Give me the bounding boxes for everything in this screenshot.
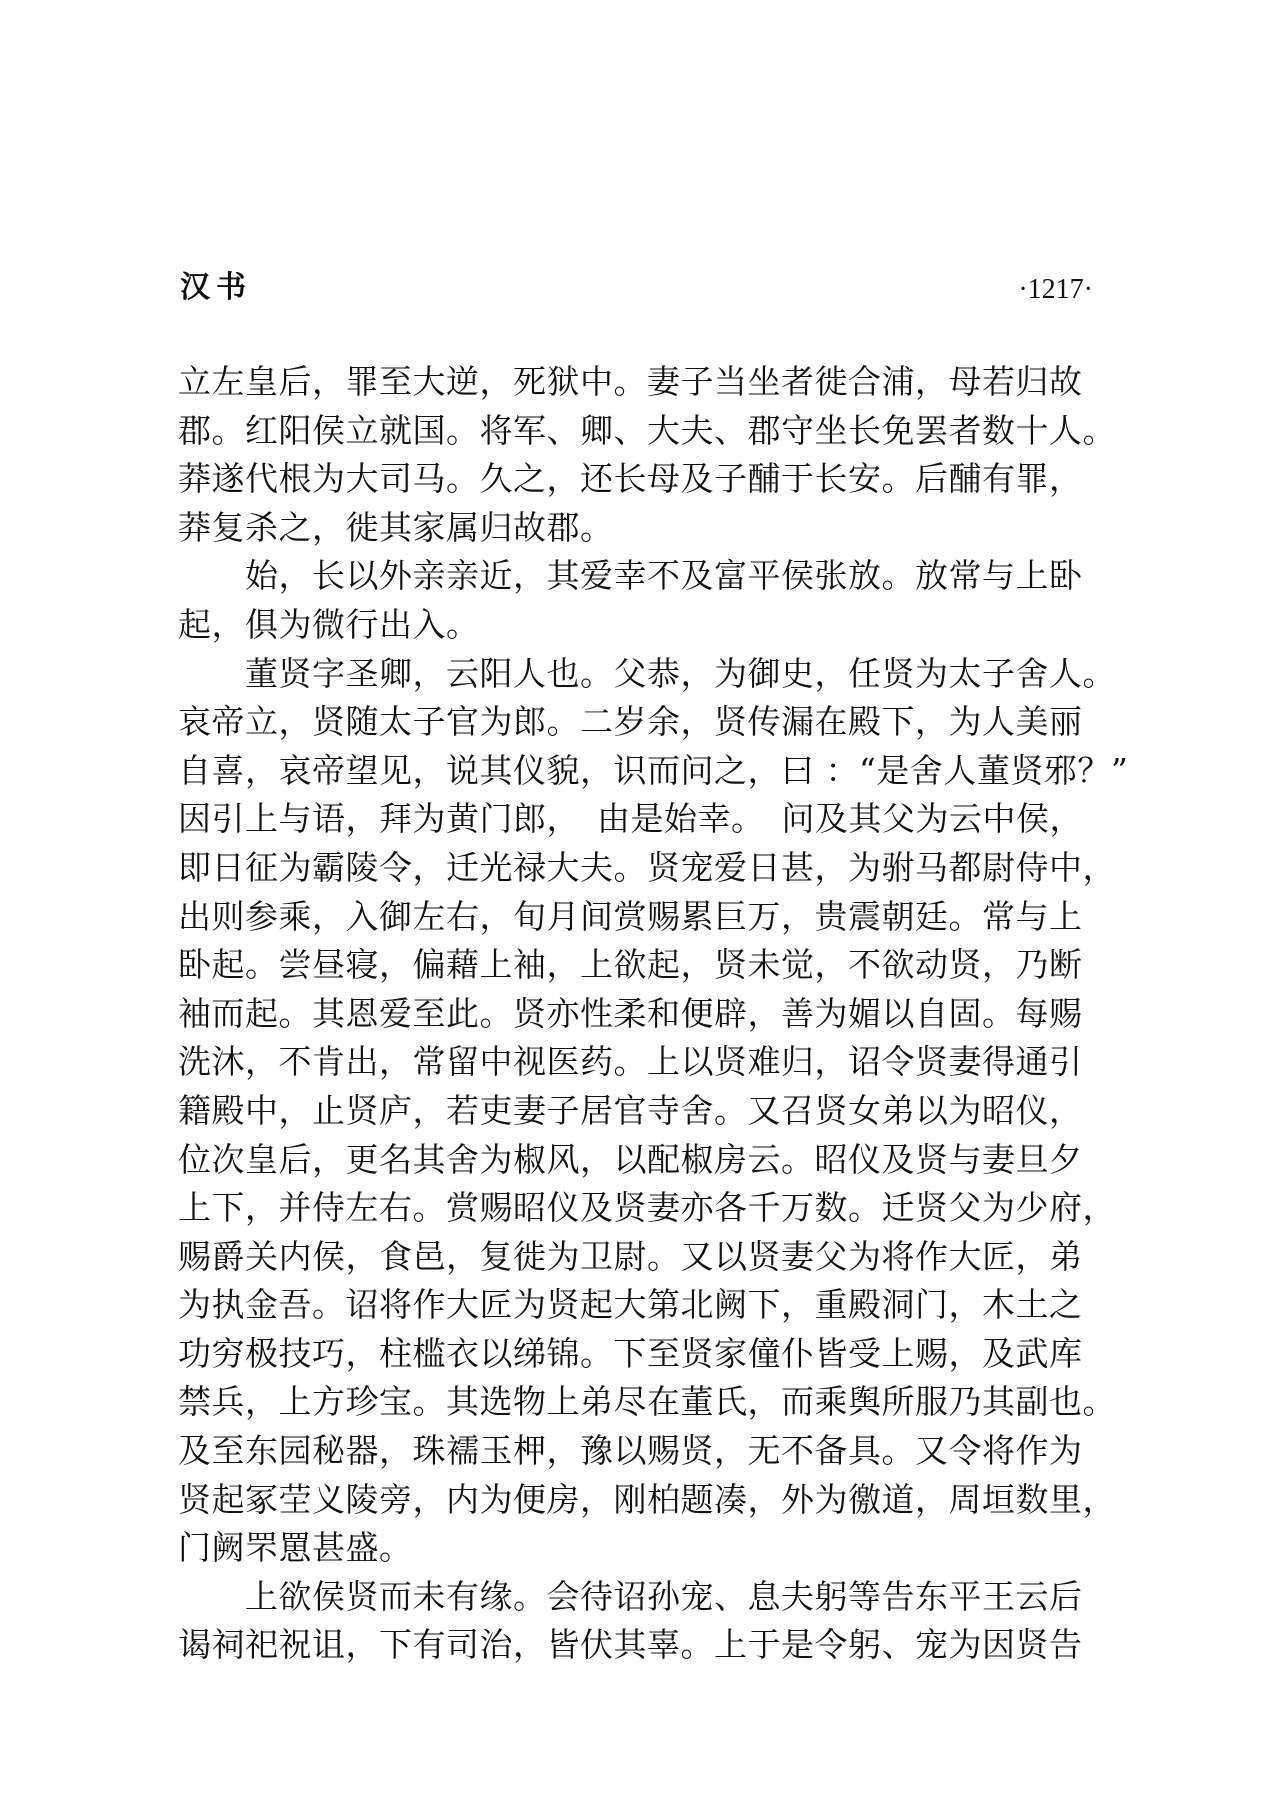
text-line: 起，俱为微行出入。 — [178, 604, 480, 644]
text-line: 卧起。尝昼寝，偏藉上袖，上欲起，贤未觉，不欲动贤，乃断 — [178, 945, 1083, 985]
text-line: 立左皇后，罪至大逆，死狱中。妻子当坐者徙合浦，母若归故 — [178, 362, 1083, 401]
text-line: 莽遂代根为大司马。久之，还长母及子酺于长安。后酺有罪， — [178, 459, 1083, 499]
text-line: 哀帝立，贤随太子官为郎。二岁余，贤传漏在殿下，为人美丽 — [178, 702, 1083, 742]
text-line: 上下，并侍左右。赏赐昭仪及贤妻亦各千万数。迁贤父为少府， — [178, 1188, 1116, 1228]
text-line: 始，长以外亲亲近，其爱幸不及富平侯张放。放常与上卧 — [178, 556, 1083, 596]
text-line: 位次皇后，更名其舍为椒风，以配椒房云。昭仪及贤与妻旦夕 — [178, 1139, 1083, 1179]
running-head-title: 汉书 — [180, 270, 252, 305]
text-line: 及至东园秘器，珠襦玉柙，豫以赐贤，无不备具。又令将作为 — [178, 1431, 1083, 1471]
text-line: 出则参乘，入御左右，旬月间赏赐累巨万，贵震朝廷。常与上 — [178, 896, 1083, 936]
text-line: 门阙罘罳甚盛。 — [178, 1528, 413, 1568]
text-line: 袖而起。其恩爱至此。贤亦性柔和便辟，善为媚以自固。每赐 — [178, 993, 1083, 1033]
text-line: 贤起冢茔义陵旁，内为便房，刚柏题凑，外为徼道，周垣数里， — [178, 1479, 1116, 1519]
text-line: 上欲侯贤而未有缘。会待诏孙宠、息夫躬等告东平王云后 — [178, 1576, 1083, 1616]
text-line: 籍殿中，止贤庐，若吏妻子居官寺舍。又召贤女弟以为昭仪， — [178, 1090, 1083, 1130]
text-line: 赐爵关内侯，食邑，复徙为卫尉。又以贤妻父为将作大匠，弟 — [178, 1236, 1083, 1276]
page-number: ·1217· — [1018, 274, 1093, 305]
text-line: 功穷极技巧，柱槛衣以绨锦。下至贤家僮仆皆受上赐，及武库 — [178, 1333, 1083, 1373]
text-line: 自喜，哀帝望见，说其仪貌，识而问之，曰 ：“是舍人董贤邪？” — [178, 750, 1129, 790]
text-line: 董贤字圣卿，云阳人也。父恭，为御史，任贤为太子舍人。 — [178, 653, 1116, 693]
text-line: 莽复杀之，徙其家属归故郡。 — [178, 507, 614, 547]
text-line: 洗沐，不肯出，常留中视医药。上以贤难归，诏令贤妻得通引 — [178, 1042, 1083, 1082]
text-line: 为执金吾。诏将作大匠为贤起大第北阙下，重殿洞门，木土之 — [178, 1285, 1083, 1325]
text-line: 谒祠祀祝诅，下有司治，皆伏其辜。上于是令躬、宠为因贤告 — [178, 1625, 1083, 1665]
text-line: 禁兵，上方珍宝。其选物上弟尽在董氏，而乘舆所服乃其副也。 — [178, 1382, 1116, 1422]
text-line: 因引上与语，拜为黄门郎， 由是始幸。 问及其父为云中侯， — [178, 799, 1083, 839]
text-line: 即日征为霸陵令，迁光禄大夫。贤宠爱日甚，为驸马都尉侍中， — [178, 847, 1116, 887]
body-text — [178, 358, 1129, 1670]
text-line: 郡。红阳侯立就国。将军、卿、大夫、郡守坐长免罢者数十人。 — [178, 410, 1116, 450]
